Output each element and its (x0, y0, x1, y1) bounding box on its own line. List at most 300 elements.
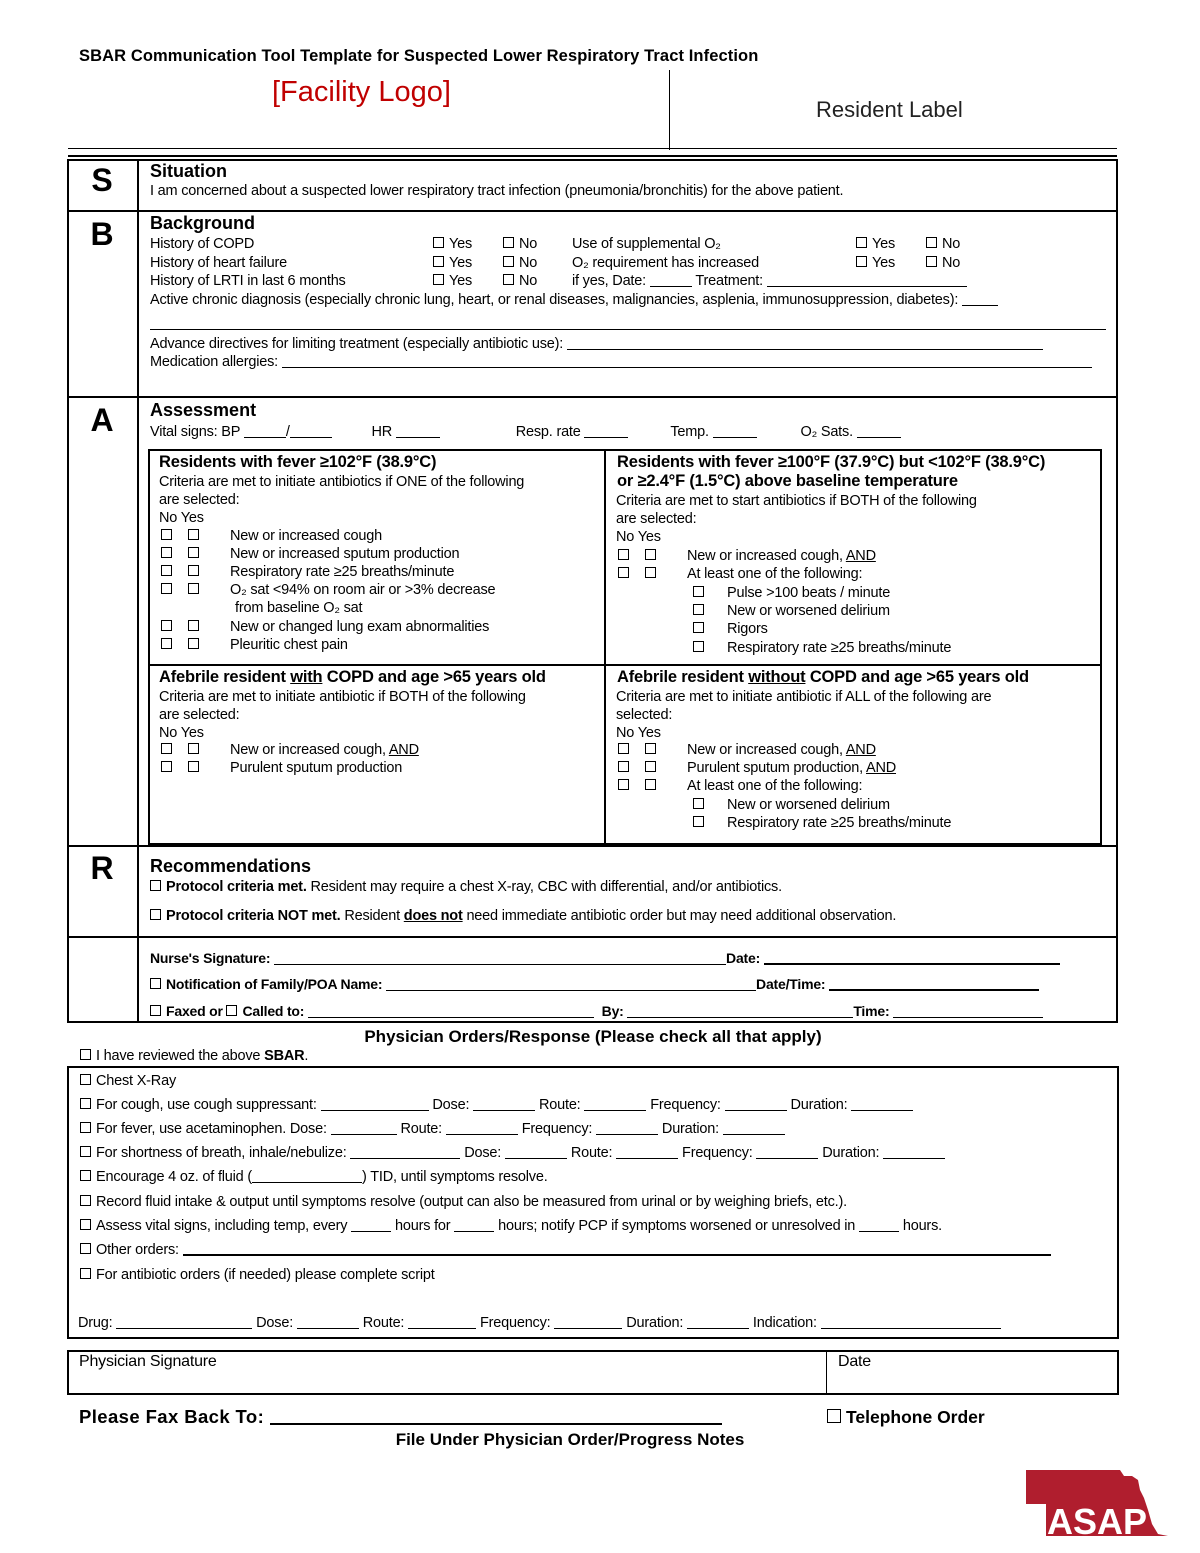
assessment-heading: Assessment (150, 400, 257, 420)
text: Resident (340, 908, 404, 924)
yes-checkbox[interactable] (188, 529, 199, 540)
no-label: No (519, 236, 538, 252)
physician-date-label: Date (838, 1353, 871, 1370)
duration-label: Duration: (661, 1121, 719, 1137)
frequency-label: Frequency: (650, 1097, 721, 1113)
antibiotic-frequency-field[interactable] (554, 1316, 622, 1329)
criteria-not-met-bold: Protocol criteria NOT met. (166, 908, 341, 924)
fever-dose-field[interactable] (331, 1122, 397, 1135)
order-label: For fever, use acetaminophen. Dose: (96, 1121, 327, 1137)
header-rule (68, 148, 1117, 149)
subitem-label: New or worsened delirium (727, 603, 890, 619)
advance-directives-row (150, 336, 1043, 352)
subitem-label: Pulse >100 beats / minute (727, 585, 891, 601)
no-checkbox[interactable] (618, 567, 629, 578)
yes-label: Yes (872, 236, 896, 252)
drug-field[interactable] (116, 1316, 252, 1329)
box4-item (618, 742, 876, 758)
order-assess-vitals (80, 1218, 942, 1234)
yes-checkbox[interactable] (188, 743, 199, 754)
o2-sats-field[interactable] (857, 425, 901, 438)
section-letter-a: A (90, 402, 114, 438)
heading-underlined: with (290, 668, 323, 686)
dose-label: Dose: (256, 1315, 294, 1331)
heading-part: COPD and age >65 years old (322, 668, 546, 686)
yes-label: Yes (449, 236, 473, 252)
asap-logo-text: ASAP (1046, 1501, 1148, 1538)
no-label: No (942, 255, 961, 271)
and-label: AND (845, 548, 876, 564)
box4-item (618, 760, 896, 776)
notification-row (150, 976, 1039, 992)
checkbox-icon[interactable] (503, 274, 514, 285)
supplemental-o2-label: Use of supplemental O₂ (572, 236, 721, 252)
no-label: No (519, 273, 538, 289)
o2-increased-label: O₂ requirement has increased (572, 255, 760, 271)
section-divider (67, 396, 1118, 398)
box2-heading: Residents with fever ≥100°F (37.9°C) but <102°F (38.9°C) (617, 453, 1046, 471)
route-label: Route: (538, 1097, 581, 1113)
criteria-met-bold: Protocol criteria met. (166, 879, 307, 895)
cough-duration-field[interactable] (851, 1098, 913, 1111)
treatment-label: Treatment: (695, 273, 763, 289)
order-other (80, 1242, 1051, 1258)
notification-checkbox[interactable] (150, 978, 161, 989)
no-checkbox[interactable] (161, 547, 172, 558)
checkbox-icon[interactable] (693, 641, 704, 652)
physician-orders-heading: Physician Orders/Response (Please check all that apply) (364, 1027, 822, 1046)
dose-label: Dose: (464, 1145, 502, 1161)
order-antibiotic[interactable] (80, 1267, 435, 1283)
resp-rate-label: Resp. rate (515, 424, 581, 440)
box1-item (161, 546, 459, 562)
vitals-for-field[interactable] (454, 1219, 494, 1232)
criteria-label: Pleuritic chest pain (230, 637, 348, 653)
no-checkbox[interactable] (161, 638, 172, 649)
yes-checkbox[interactable] (188, 761, 199, 772)
box3-no-yes-header: No Yes (159, 725, 204, 741)
yes-label: Yes (449, 273, 473, 289)
sob-med-field[interactable] (350, 1146, 460, 1159)
bp-diastolic-field[interactable] (290, 425, 332, 438)
section-divider (67, 936, 1118, 938)
order-label: For shortness of breath, inhale/nebulize: (96, 1145, 347, 1161)
no-checkbox[interactable] (161, 761, 172, 772)
box2-heading-cont: or ≥2.4°F (1.5°C) above baseline temperature (617, 472, 958, 490)
lrti-date-field[interactable] (650, 274, 692, 287)
box3-criteria-cont: are selected: (159, 707, 240, 723)
other-orders-field[interactable] (183, 1242, 1051, 1256)
o2-yes-checkbox[interactable] (856, 236, 895, 252)
order-sob (80, 1145, 945, 1161)
checkbox-icon[interactable] (150, 880, 161, 891)
criteria-label: At least one of the following: (687, 566, 863, 582)
box3-heading (159, 668, 546, 687)
checkbox-icon[interactable] (80, 1170, 91, 1181)
and-label: AND (845, 742, 876, 758)
allergies-field[interactable] (282, 355, 1092, 368)
order-fluid (80, 1169, 548, 1185)
box4-criteria-cont: selected: (616, 707, 673, 723)
indication-label: Indication: (752, 1315, 817, 1331)
faxed-called-row (150, 1003, 1043, 1019)
checkbox-icon[interactable] (80, 1098, 91, 1109)
allergies-label: Medication allergies: (150, 354, 278, 370)
history-lrti-label: History of LRTI in last 6 months (150, 273, 346, 289)
resident-label: Resident Label (816, 97, 963, 122)
checkbox-icon[interactable] (80, 1243, 91, 1254)
subitem-label: Respiratory rate ≥25 breaths/minute (727, 815, 952, 831)
yes-checkbox[interactable] (188, 565, 199, 576)
checkbox-icon[interactable] (433, 256, 444, 267)
duration-label: Duration: (790, 1097, 848, 1113)
antibiotic-dose-field[interactable] (297, 1316, 359, 1329)
heading-part: Afebrile resident (617, 668, 749, 686)
box3-item (161, 760, 402, 776)
fluid-type-field[interactable] (252, 1170, 362, 1183)
checkbox-icon[interactable] (856, 256, 867, 267)
situation-text: I am concerned about a suspected lower respiratory tract infection (pneumonia/bronchitis) for the above patient. (150, 183, 844, 199)
section-letter-r: R (90, 850, 114, 886)
cough-route-field[interactable] (584, 1098, 646, 1111)
frequency-label: Frequency: (521, 1121, 593, 1137)
yes-checkbox[interactable] (645, 549, 656, 560)
asap-logo (1024, 1468, 1170, 1538)
order-label: Record fluid intake & output until symptoms resolve (output can also be measured from urinal or by weighing briefs, etc.). (96, 1194, 847, 1210)
hf-no-checkbox[interactable] (503, 255, 537, 271)
criteria-grid-vdivider (604, 449, 606, 845)
box2-criteria: Criteria are met to start antibiotics if BOTH of the following (616, 493, 977, 509)
order-label: hours; notify PCP if symptoms worsened or unresolved in (498, 1218, 856, 1234)
hf-yes-checkbox[interactable] (433, 255, 472, 271)
o2inc-no-checkbox[interactable] (926, 255, 960, 271)
nurse-signature-field[interactable] (274, 952, 726, 965)
checkbox-icon[interactable] (827, 1409, 841, 1423)
lrti-date-treatment-row (572, 273, 967, 289)
antibiotic-script-row (78, 1315, 1001, 1331)
box3-criteria: Criteria are met to initiate antibiotic if BOTH of the following (159, 689, 526, 705)
dose-label: Dose: (432, 1097, 470, 1113)
called-checkbox[interactable] (226, 1005, 237, 1016)
poa-name-field[interactable] (386, 978, 756, 991)
checkbox-icon[interactable] (433, 274, 444, 285)
checkbox-icon[interactable] (80, 1049, 91, 1060)
no-checkbox[interactable] (618, 549, 629, 560)
physician-signature-label: Physician Signature (79, 1353, 217, 1370)
yes-label: Yes (872, 255, 896, 271)
fax-back-row (79, 1406, 722, 1428)
criteria-not-met-option[interactable] (150, 908, 896, 924)
notification-label: Notification of Family/POA Name: (166, 976, 383, 992)
antibiotic-route-field[interactable] (408, 1316, 476, 1329)
date-label: Date: (726, 950, 761, 966)
nurse-signature-label: Nurse's Signature: (150, 950, 271, 966)
box1-item (161, 528, 382, 544)
box2-subitem (693, 585, 890, 601)
criteria-grid-hdivider (148, 664, 1102, 666)
box1-item (161, 637, 348, 653)
box2-subitem (693, 621, 768, 637)
box2-item (618, 548, 876, 564)
sbar-bold: SBAR (264, 1048, 305, 1064)
box4-criteria: Criteria are met to initiate antibiotic if ALL of the following are (616, 689, 992, 705)
time-field[interactable] (893, 1005, 1043, 1018)
box4-subitem (693, 815, 951, 831)
header-divider (669, 70, 670, 150)
no-checkbox[interactable] (161, 529, 172, 540)
lrti-treatment-field[interactable] (767, 274, 967, 287)
telephone-order-label: Telephone Order (846, 1407, 985, 1427)
criteria-label: Purulent sputum production, (687, 760, 866, 776)
cough-frequency-field[interactable] (725, 1098, 787, 1111)
yes-checkbox[interactable] (645, 761, 656, 772)
criteria-label: At least one of the following: (687, 778, 863, 794)
criteria-label: Respiratory rate ≥25 breaths/minute (230, 564, 455, 580)
route-label: Route: (400, 1121, 442, 1137)
lrti-no-checkbox[interactable] (503, 273, 537, 289)
faxed-checkbox[interactable] (150, 1005, 161, 1016)
sob-route-field[interactable] (616, 1146, 678, 1159)
order-label: ) TID, until symptoms resolve. (362, 1169, 548, 1185)
vitals-unresolved-field[interactable] (859, 1219, 899, 1232)
criteria-met-text: Resident may require a chest X-ray, CBC with differential, and/or antibiotics. (306, 879, 782, 895)
checkbox-icon[interactable] (926, 256, 937, 267)
faxed-label: Faxed or (166, 1003, 223, 1019)
vitals-every-field[interactable] (351, 1219, 391, 1232)
resp-rate-field[interactable] (584, 425, 628, 438)
box3-item (161, 742, 419, 758)
by-field[interactable] (627, 1005, 853, 1018)
text: . (304, 1048, 309, 1064)
order-label: Chest X-Ray (96, 1073, 176, 1089)
subitem-label: New or worsened delirium (727, 797, 890, 813)
nurse-signature-row (150, 950, 1060, 966)
temp-field[interactable] (713, 425, 757, 438)
cough-med-field[interactable] (321, 1098, 429, 1111)
fever-duration-field[interactable] (723, 1122, 785, 1135)
order-chest-xray[interactable] (80, 1073, 176, 1089)
subitem-label: Respiratory rate ≥25 breaths/minute (727, 640, 952, 656)
file-under-note: File Under Physician Order/Progress Notes (395, 1430, 745, 1449)
checkbox-icon[interactable] (503, 256, 514, 267)
o2inc-yes-checkbox[interactable] (856, 255, 895, 271)
o2-no-checkbox[interactable] (926, 236, 960, 252)
advance-directives-label: Advance directives for limiting treatment (especially antibiotic use): (150, 336, 564, 352)
yes-checkbox[interactable] (645, 779, 656, 790)
no-checkbox[interactable] (618, 743, 629, 754)
order-label: hours for (395, 1218, 451, 1234)
box4-heading (617, 668, 1029, 687)
order-cough (80, 1097, 913, 1113)
and-label: AND (388, 742, 419, 758)
checkbox-icon[interactable] (503, 237, 514, 248)
checkbox-icon[interactable] (80, 1195, 91, 1206)
criteria-label: New or increased cough (230, 528, 382, 544)
called-to-field[interactable] (308, 1005, 594, 1018)
no-checkbox[interactable] (161, 565, 172, 576)
checkbox-icon[interactable] (80, 1122, 91, 1133)
fax-back-field[interactable] (270, 1407, 722, 1425)
box1-item (161, 582, 495, 598)
order-label: hours. (902, 1218, 942, 1234)
yes-label: Yes (449, 255, 473, 271)
criteria-label: New or increased cough, (230, 742, 389, 758)
physician-signature-field[interactable] (67, 1350, 1119, 1395)
checkbox-icon[interactable] (433, 237, 444, 248)
history-hf-label: History of heart failure (150, 255, 288, 271)
subitem-label: Rigors (727, 621, 768, 637)
checkbox-icon[interactable] (926, 237, 937, 248)
time-label: Time: (853, 1003, 890, 1019)
drug-label: Drug: (78, 1315, 113, 1331)
checkbox-icon[interactable] (693, 622, 704, 633)
history-copd-label: History of COPD (150, 236, 255, 252)
sob-dose-field[interactable] (505, 1146, 567, 1159)
does-not-emphasis: does not (403, 908, 463, 924)
frequency-label: Frequency: (682, 1145, 753, 1161)
active-chronic-label: Active chronic diagnosis (especially chronic lung, heart, or renal diseases, malignancies, asplenia, immunosuppression, diabetes): (150, 292, 959, 308)
checkbox-icon[interactable] (80, 1219, 91, 1230)
yes-checkbox[interactable] (188, 638, 199, 649)
situation-heading: Situation (150, 161, 227, 181)
criteria-met-option[interactable] (150, 879, 782, 895)
box1-item-cont: from baseline O₂ sat (235, 600, 363, 616)
sob-frequency-field[interactable] (756, 1146, 818, 1159)
no-label: No (519, 255, 538, 271)
section-letter-b: B (90, 216, 114, 252)
no-checkbox[interactable] (618, 761, 629, 772)
criteria-label: O₂ sat <94% on room air or >3% decrease (230, 582, 496, 598)
and-label: AND (866, 760, 897, 776)
checkbox-icon[interactable] (150, 909, 161, 920)
yes-checkbox[interactable] (645, 567, 656, 578)
box4-no-yes-header: No Yes (616, 725, 661, 741)
temp-label: Temp. (670, 424, 709, 440)
section-letter-s: S (91, 162, 113, 198)
indication-field[interactable] (821, 1316, 1001, 1329)
criteria-label: New or increased sputum production (230, 546, 460, 562)
no-checkbox[interactable] (161, 743, 172, 754)
yes-checkbox[interactable] (188, 547, 199, 558)
nurse-date-field[interactable] (764, 951, 1060, 965)
recommendations-heading: Recommendations (150, 856, 312, 876)
yes-checkbox[interactable] (188, 583, 199, 594)
background-heading: Background (150, 213, 256, 233)
order-label: Assess vital signs, including temp, every (96, 1218, 348, 1234)
no-checkbox[interactable] (618, 779, 629, 790)
order-label: For cough, use cough suppressant: (96, 1097, 317, 1113)
fever-frequency-field[interactable] (596, 1122, 658, 1135)
checkbox-icon[interactable] (80, 1074, 91, 1085)
checkbox-icon[interactable] (693, 816, 704, 827)
lrti-yes-checkbox[interactable] (433, 273, 472, 289)
criteria-label: New or changed lung exam abnormalities (230, 619, 490, 635)
heading-part: COPD and age >65 years old (805, 668, 1029, 686)
telephone-order-option[interactable] (827, 1407, 985, 1428)
datetime-label: Date/Time: (756, 976, 826, 992)
route-label: Route: (570, 1145, 613, 1161)
bp-systolic-field[interactable] (244, 425, 286, 438)
checkbox-icon[interactable] (693, 604, 704, 615)
box2-item (618, 566, 862, 582)
if-yes-date-label: if yes, Date: (572, 273, 646, 289)
text: I have reviewed the above (96, 1048, 265, 1064)
hr-field[interactable] (396, 425, 440, 438)
cough-dose-field[interactable] (473, 1098, 535, 1111)
box1-criteria: Criteria are met to initiate antibiotics if ONE of the following (159, 474, 525, 490)
criteria-label: Purulent sputum production (230, 760, 403, 776)
checkbox-icon[interactable] (856, 237, 867, 248)
order-label: For antibiotic orders (if needed) please complete script (96, 1267, 435, 1283)
advance-directives-field[interactable] (567, 337, 1043, 350)
checkbox-icon[interactable] (693, 586, 704, 597)
reviewed-sbar-option[interactable] (80, 1048, 308, 1064)
no-checkbox[interactable] (161, 620, 172, 631)
called-to-label: Called to: (242, 1003, 305, 1019)
vital-signs-row (150, 424, 901, 440)
facility-logo-placeholder: [Facility Logo] (272, 76, 451, 108)
hr-label: HR (371, 424, 393, 440)
bp-label: Vital signs: BP (150, 424, 240, 440)
o2-sats-label: O₂ Sats. (800, 424, 853, 440)
duration-label: Duration: (626, 1315, 684, 1331)
by-label: By: (601, 1003, 624, 1019)
box1-item (161, 619, 489, 635)
allergies-row (150, 354, 1092, 370)
box2-no-yes-header: No Yes (616, 529, 661, 545)
criteria-label: New or increased cough, (687, 548, 846, 564)
no-checkbox[interactable] (161, 583, 172, 594)
box1-heading: Residents with fever ≥102°F (38.9°C) (159, 453, 437, 471)
order-record-fluid[interactable] (80, 1194, 847, 1210)
active-chronic-field[interactable] (962, 293, 998, 306)
copd-no-checkbox[interactable] (503, 236, 537, 252)
box1-no-yes-header: No Yes (159, 510, 204, 526)
box4-item (618, 778, 862, 794)
section-divider (67, 210, 1118, 212)
fever-route-field[interactable] (446, 1122, 518, 1135)
letter-column-divider (137, 159, 139, 1023)
criteria-label: New or increased cough, (687, 742, 846, 758)
checkbox-icon[interactable] (80, 1268, 91, 1279)
checkbox-icon[interactable] (693, 798, 704, 809)
notification-datetime-field[interactable] (829, 977, 1039, 991)
active-chronic-field-line2[interactable] (150, 329, 1106, 330)
signature-divider (826, 1350, 827, 1395)
box2-subitem (693, 640, 951, 656)
frequency-label: Frequency: (479, 1315, 551, 1331)
yes-checkbox[interactable] (645, 743, 656, 754)
box2-subitem (693, 603, 890, 619)
box2-criteria-cont: are selected: (616, 511, 697, 527)
document-title: SBAR Communication Tool Template for Suspected Lower Respiratory Tract Infection (79, 47, 759, 65)
heading-underlined: without (748, 668, 806, 686)
box1-item (161, 564, 454, 580)
route-label: Route: (362, 1315, 405, 1331)
section-divider (67, 845, 1118, 847)
no-label: No (942, 236, 961, 252)
antibiotic-duration-field[interactable] (687, 1316, 749, 1329)
copd-yes-checkbox[interactable] (433, 236, 472, 252)
checkbox-icon[interactable] (80, 1146, 91, 1157)
yes-checkbox[interactable] (188, 620, 199, 631)
box4-subitem (693, 797, 890, 813)
order-fever (80, 1121, 785, 1137)
header-rule-thick (68, 155, 1117, 157)
nebraska-map-icon (1024, 1468, 1170, 1538)
text: need immediate antibiotic order but may need additional observation. (462, 908, 897, 924)
sob-duration-field[interactable] (883, 1146, 945, 1159)
